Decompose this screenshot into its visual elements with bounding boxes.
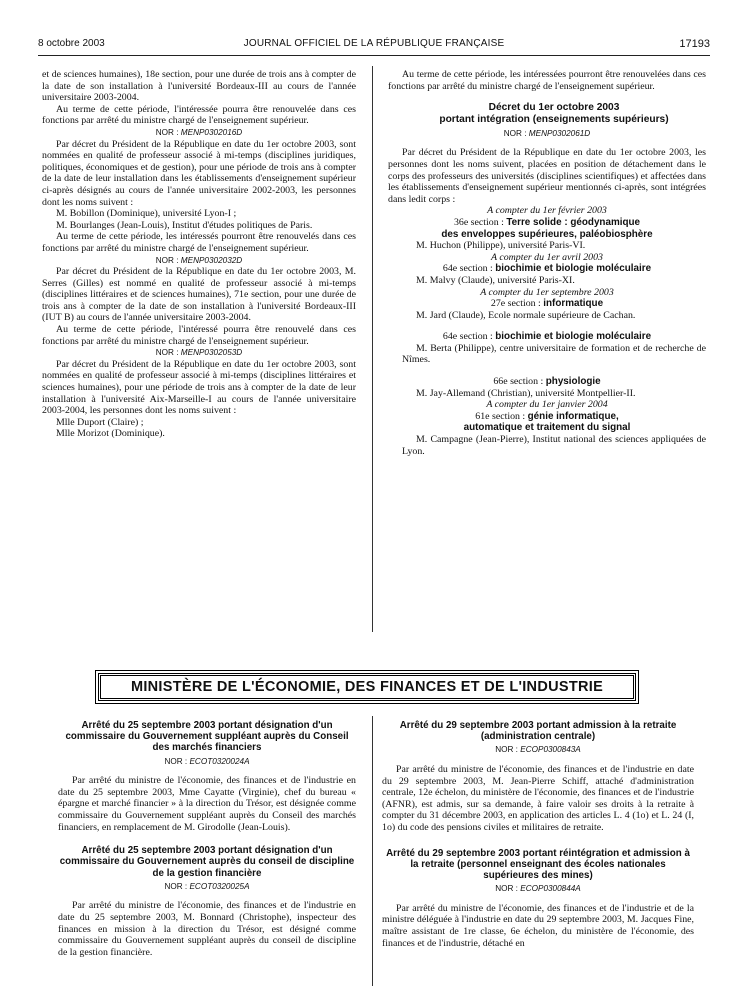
section-heading: des enveloppes supérieures, paléobiosphère xyxy=(441,228,653,240)
arrete-title: Arrêté du 29 septembre 2003 portant réintégration et admission à la retraite (personnel enseignant des écoles nationales supérieures des mines) xyxy=(386,847,690,881)
paragraph: Par décret du Président de la République en date du 1er octobre 2003, les personnes dont les noms suivent, placées en position de détachement dans le corps des professeurs des universités (disciplines scientifiques) et affectées dans les établissements d'enseignement supérieur mentionnés ci-après, sont intégrées dans ledit corps : xyxy=(388,147,706,205)
page-number: 17193 xyxy=(679,38,710,50)
section-heading: 27e section : informatique xyxy=(490,298,604,310)
person-entry: M. Campagne (Jean-Pierre), Institut national des sciences appliquées de Lyon. xyxy=(402,434,706,457)
section-heading: 64e section : biochimie et biologie moléculaire xyxy=(442,263,652,275)
section-heading: 36e section : Terre solide : géodynamique xyxy=(453,216,641,228)
effective-date: A compter du 1er avril 2003 xyxy=(491,251,603,263)
effective-date: A compter du 1er février 2003 xyxy=(487,205,607,217)
nor-reference: NOR : MENP0302061D xyxy=(503,128,591,138)
paragraph: M. Bourlanges (Jean-Louis), Institut d'études politiques de Paris. xyxy=(56,219,313,231)
bottom-right-column xyxy=(382,720,694,949)
paragraph: Par arrêté du ministre de l'économie, des finances et de l'industrie en date du 25 septembre 2003, Mme Cayatte (Virginie), chef du bureau « épargne et marché financier » à la direction du Trésor, est désignée comme commissaire du Gouvernement suppléant auprès du Conseil des marchés financiers, en remplacement de M. Girodolle (Jean-Louis). xyxy=(58,775,356,833)
paragraph: Par arrêté du ministre de l'économie, des finances et de l'industrie en date du 25 septembre 2003, M. Bonnard (Christophe), inspecteur des finances en mission à la direction du Trésor, est désigné comme commissaire du Gouvernement suppléant auprès du conseil de discipline de la gestion financière. xyxy=(58,900,356,958)
header-date: 8 octobre 2003 xyxy=(38,38,105,49)
nor-reference: NOR : ECOT0320024A xyxy=(164,756,250,766)
paragraph: Par décret du Président de la République en date du 1er octobre 2003, sont nommées en qualité de professeur associé à mi-temps (disciplines littéraires et sciences humaines), pour une période de trois ans à compter de la date de leur installation à l'université Aix-Marseille-I au cours de l'année universitaire 2003-2004, les personnes dont les noms suivent : xyxy=(42,358,356,417)
paragraph: Au terme de cette période, les intéressés pourront être renouvelés dans ces fonctions par arrêté du ministre chargé de l'enseignement supérieur. xyxy=(42,231,356,254)
page-header xyxy=(38,38,710,54)
section-heading: 64e section : biochimie et biologie moléculaire xyxy=(442,331,652,343)
journal-title: JOURNAL OFFICIEL DE LA RÉPUBLIQUE FRANÇAISE xyxy=(243,38,505,49)
paragraph: Par arrêté du ministre de l'économie, des finances et de l'industrie et de la ministre déléguée à l'industrie en date du 29 septembre 2003, M. Jacques Fine, maître assistant de 1re classe, 6e échelon, du ministère de l'économie, des finances et de l'industrie, détaché en xyxy=(382,902,694,949)
nor-reference: NOR : MENP0302016D xyxy=(155,127,243,137)
paragraph: Par décret du Président de la République en date du 1er octobre 2003, sont nommées en qualité de professeur associé à mi-temps (disciplines juridiques, politiques, économiques et de gestion), pour une période de trois ans à compter de la date de leur installation dans les établissements d'enseignement supérieur ci-après désignés au cours de l'année universitaire 2002-2003, les personnes dont les noms suivent : xyxy=(42,138,356,208)
paragraph: et de sciences humaines), 18e section, pour une durée de trois ans à compter de la date de son installation à l'université Bordeaux-III au cours de l'année universitaire 2003-2004. xyxy=(42,69,356,104)
paragraph: Au terme de cette période, l'intéressée pourra être renouvelée dans ces fonctions par arrêté du ministre chargé de l'enseignement supérieur. xyxy=(42,103,356,127)
paragraph: M. Bobillon (Dominique), université Lyon-I ; xyxy=(56,208,237,220)
arrete-title: Arrêté du 25 septembre 2003 portant désignation d'un commissaire du Gouvernement suppléant auprès du Conseil des marchés financiers xyxy=(65,720,349,754)
section-heading: 61e section : génie informatique, xyxy=(475,410,619,422)
arrete-title: Arrêté du 25 septembre 2003 portant désignation d'un commissaire du Gouvernement auprès du conseil de discipline de la gestion financière xyxy=(59,845,355,879)
decree-title: Décret du 1er octobre 2003 xyxy=(488,102,620,114)
paragraph: Au terme de cette période, l'intéressé pourra être renouvelé dans ces fonctions par arrêté du ministre chargé de l'enseignement supérieur. xyxy=(42,324,356,347)
person-entry: M. Jay-Allemand (Christian), université Montpellier-II. xyxy=(416,387,636,399)
person-entry: M. Berta (Philippe), centre universitaire de formation et de recherche de Nîmes. xyxy=(402,342,706,366)
effective-date: A compter du 1er septembre 2003 xyxy=(480,286,614,298)
paragraph: Par arrêté du ministre de l'économie, des finances et de l'industrie en date du 29 septembre 2003, M. Jean-Pierre Schiff, attaché d'administration centrale, 12e échelon, du ministère de l'économie, des finances et de l'industrie (AFNR), est admis, sur sa demande, à faire valoir ses droits à la retraite à compter du 31 décembre 2003, en application des articles L. 4 (1o) et L. 24 (I, 1o) du code des pensions civiles et militaires de retraite. xyxy=(382,764,694,833)
nor-reference: NOR : ECOP0300843A xyxy=(495,745,581,755)
nor-reference: NOR : ECOP0300844A xyxy=(495,884,581,894)
ministry-banner: MINISTÈRE DE L'ÉCONOMIE, DES FINANCES ET DE L'INDUSTRIE xyxy=(98,673,636,701)
nor-reference: NOR : MENP0302032D xyxy=(155,255,243,265)
decree-subtitle: portant intégration (enseignements supérieurs) xyxy=(439,113,669,125)
header-rule xyxy=(38,55,710,56)
column-divider xyxy=(372,716,373,986)
person-entry: M. Jard (Claude), Ecole normale supérieure de Cachan. xyxy=(416,309,636,321)
paragraph: Mlle Duport (Claire) ; xyxy=(56,416,144,428)
nor-reference: NOR : ECOT0320025A xyxy=(164,881,250,891)
section-heading: automatique et traitement du signal xyxy=(463,422,631,434)
section-heading: 66e section : physiologie xyxy=(493,376,601,388)
right-column xyxy=(388,69,706,457)
effective-date: A compter du 1er janvier 2004 xyxy=(486,399,608,411)
paragraph: Au terme de cette période, les intéressées pourront être renouvelées dans ces fonctions par arrêté du ministre chargé de l'enseignement supérieur. xyxy=(388,69,706,92)
left-column xyxy=(42,69,356,440)
bottom-left-column xyxy=(58,720,356,958)
nor-reference: NOR : MENP0302053D xyxy=(155,348,243,358)
paragraph: Par décret du Président de la République en date du 1er octobre 2003, M. Serres (Gilles) est nommé en qualité de professeur associé à mi-temps (disciplines littéraires et de sciences humaines), 71e section, pour une durée de trois ans à compter de la date de son installation à l'université Bordeaux-III (IUT B) au cours de l'année universitaire 2003-2004. xyxy=(42,266,356,324)
person-entry: M. Malvy (Claude), université Paris-XI. xyxy=(416,274,575,286)
person-entry: M. Huchon (Philippe), université Paris-VI. xyxy=(416,240,586,252)
paragraph: Mlle Morizot (Dominique). xyxy=(56,428,165,440)
column-divider xyxy=(372,66,373,632)
arrete-title: Arrêté du 29 septembre 2003 portant admission à la retraite (administration centrale) xyxy=(399,720,677,743)
